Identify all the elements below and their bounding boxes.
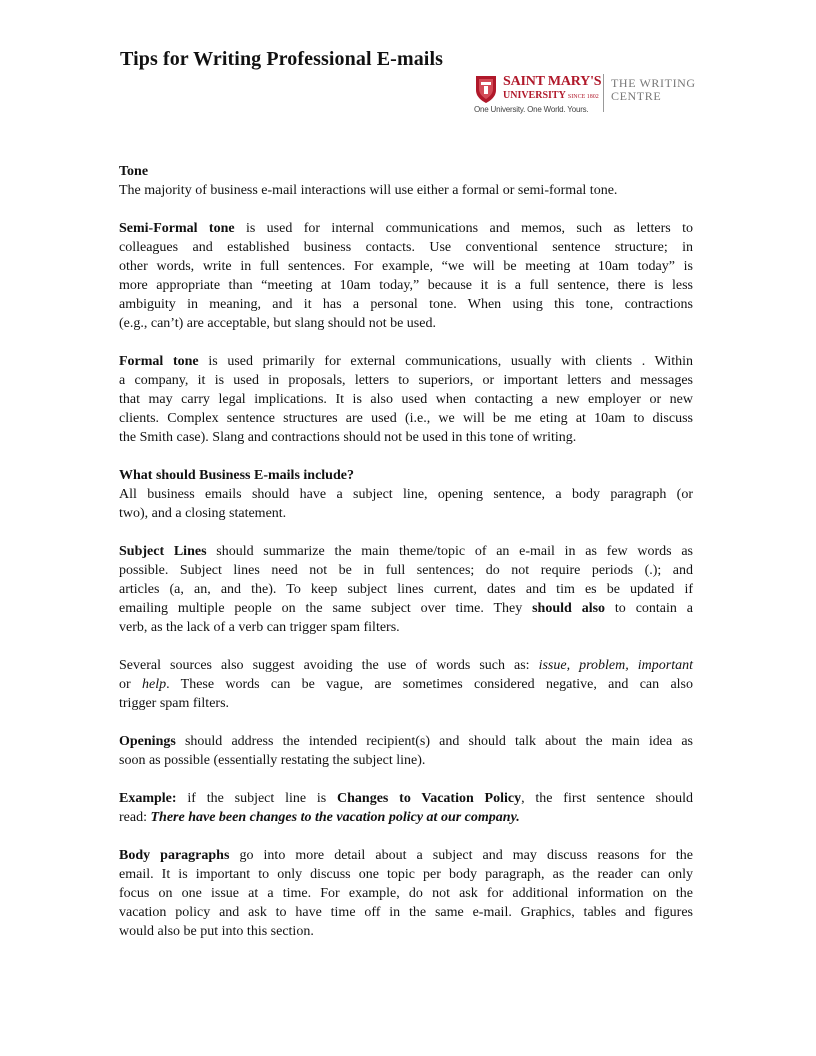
tone-text: The majority of business e-mail interactions will use either a formal or semi-formal tone.: [119, 183, 618, 198]
semi-formal-paragraph: Semi-Formal tone is used for internal communications and memos, such as letters to colleagues and established business contacts. Use conventional sentence structure; in other words, write in full sentences. For example, “we will be meeting at 10am today” is more appropriate than “meeting at 10am today,” because it is a full sentence, there is less ambiguity in meaning, and it has a personal tone. When using this tone, contractions (e.g., can’t) are acceptable, but slang should not be used.: [119, 221, 693, 331]
openings-paragraph: Openings should address the intended recipient(s) and should talk about the main idea as soon as possible (essentially restating the subject line).: [119, 734, 693, 768]
document-body: [119, 162, 693, 941]
logo-name-line2: UNIVERSITY SINCE 1802: [503, 90, 599, 101]
crest-icon: [474, 74, 498, 104]
formal-term: Formal tone: [119, 354, 199, 369]
semi-formal-term: Semi-Formal tone: [119, 221, 235, 236]
logo-name-line1: SAINT MARY'S: [503, 74, 602, 89]
example-label: Example:: [119, 791, 177, 806]
example-paragraph: Example: if the subject line is Changes to Vacation Policy, the first sentence should read: There have been changes to the vacation policy at our company.: [119, 791, 693, 825]
logo-centre-line2: CENTRE: [611, 89, 662, 103]
university-logo: [474, 72, 699, 118]
formal-paragraph: Formal tone is used primarily for external communications, usually with clients . Within a company, it is used in proposals, letters to superiors, or important letters and messages that may carry legal implications. It is also used when contacting a new employer or new clients. Complex sentence structures are used (i.e., we will be me eting at 10am to discuss the Smith case). Slang and contractions should not be used in this tone of writing.: [119, 354, 693, 445]
body-paragraphs-term: Body paragraphs: [119, 848, 230, 863]
openings-term: Openings: [119, 734, 176, 749]
logo-divider: [603, 74, 604, 112]
tone-section: [119, 162, 693, 200]
body-paragraphs-paragraph: Body paragraphs go into more detail about a subject and may discuss reasons for the email. It is important to only discuss one topic per body paragraph, as the reader can only focus on one issue at a time. For example, do not ask for additional information on the vacation policy and ask to have time off in the same e-mail. Graphics, tables and figures would also be put into this section.: [119, 848, 693, 939]
include-heading: What should Business E-mails include?: [119, 468, 354, 483]
tone-heading: Tone: [119, 164, 149, 179]
subject-lines-term: Subject Lines: [119, 544, 207, 559]
page-title: Tips for Writing Professional E-mails: [120, 48, 443, 70]
subject-lines-paragraph: Subject Lines should summarize the main theme/topic of an e-mail in as few words as possible. Subject lines need not be in full sentences; do not require periods (.); and articles (a, an, and the). To keep subject lines current, dates and tim es be updated if emailing multiple people on the same subject over time. They should also to contain a verb, as the lack of a verb can trigger spam filters.: [119, 544, 693, 635]
include-section: What should Business E-mails include? All business emails should have a subject line, opening sentence, a body paragraph (or two), and a closing statement.: [119, 468, 693, 521]
sources-paragraph: Several sources also suggest avoiding the use of words such as: issue, problem, important or help. These words can be vague, are sometimes considered negative, and can also trigger spam filters.: [119, 658, 694, 711]
logo-since: SINCE 1802: [567, 94, 599, 100]
logo-tagline: One University. One World. Yours.: [474, 105, 589, 114]
logo-centre-line1: THE WRITING: [611, 76, 696, 90]
